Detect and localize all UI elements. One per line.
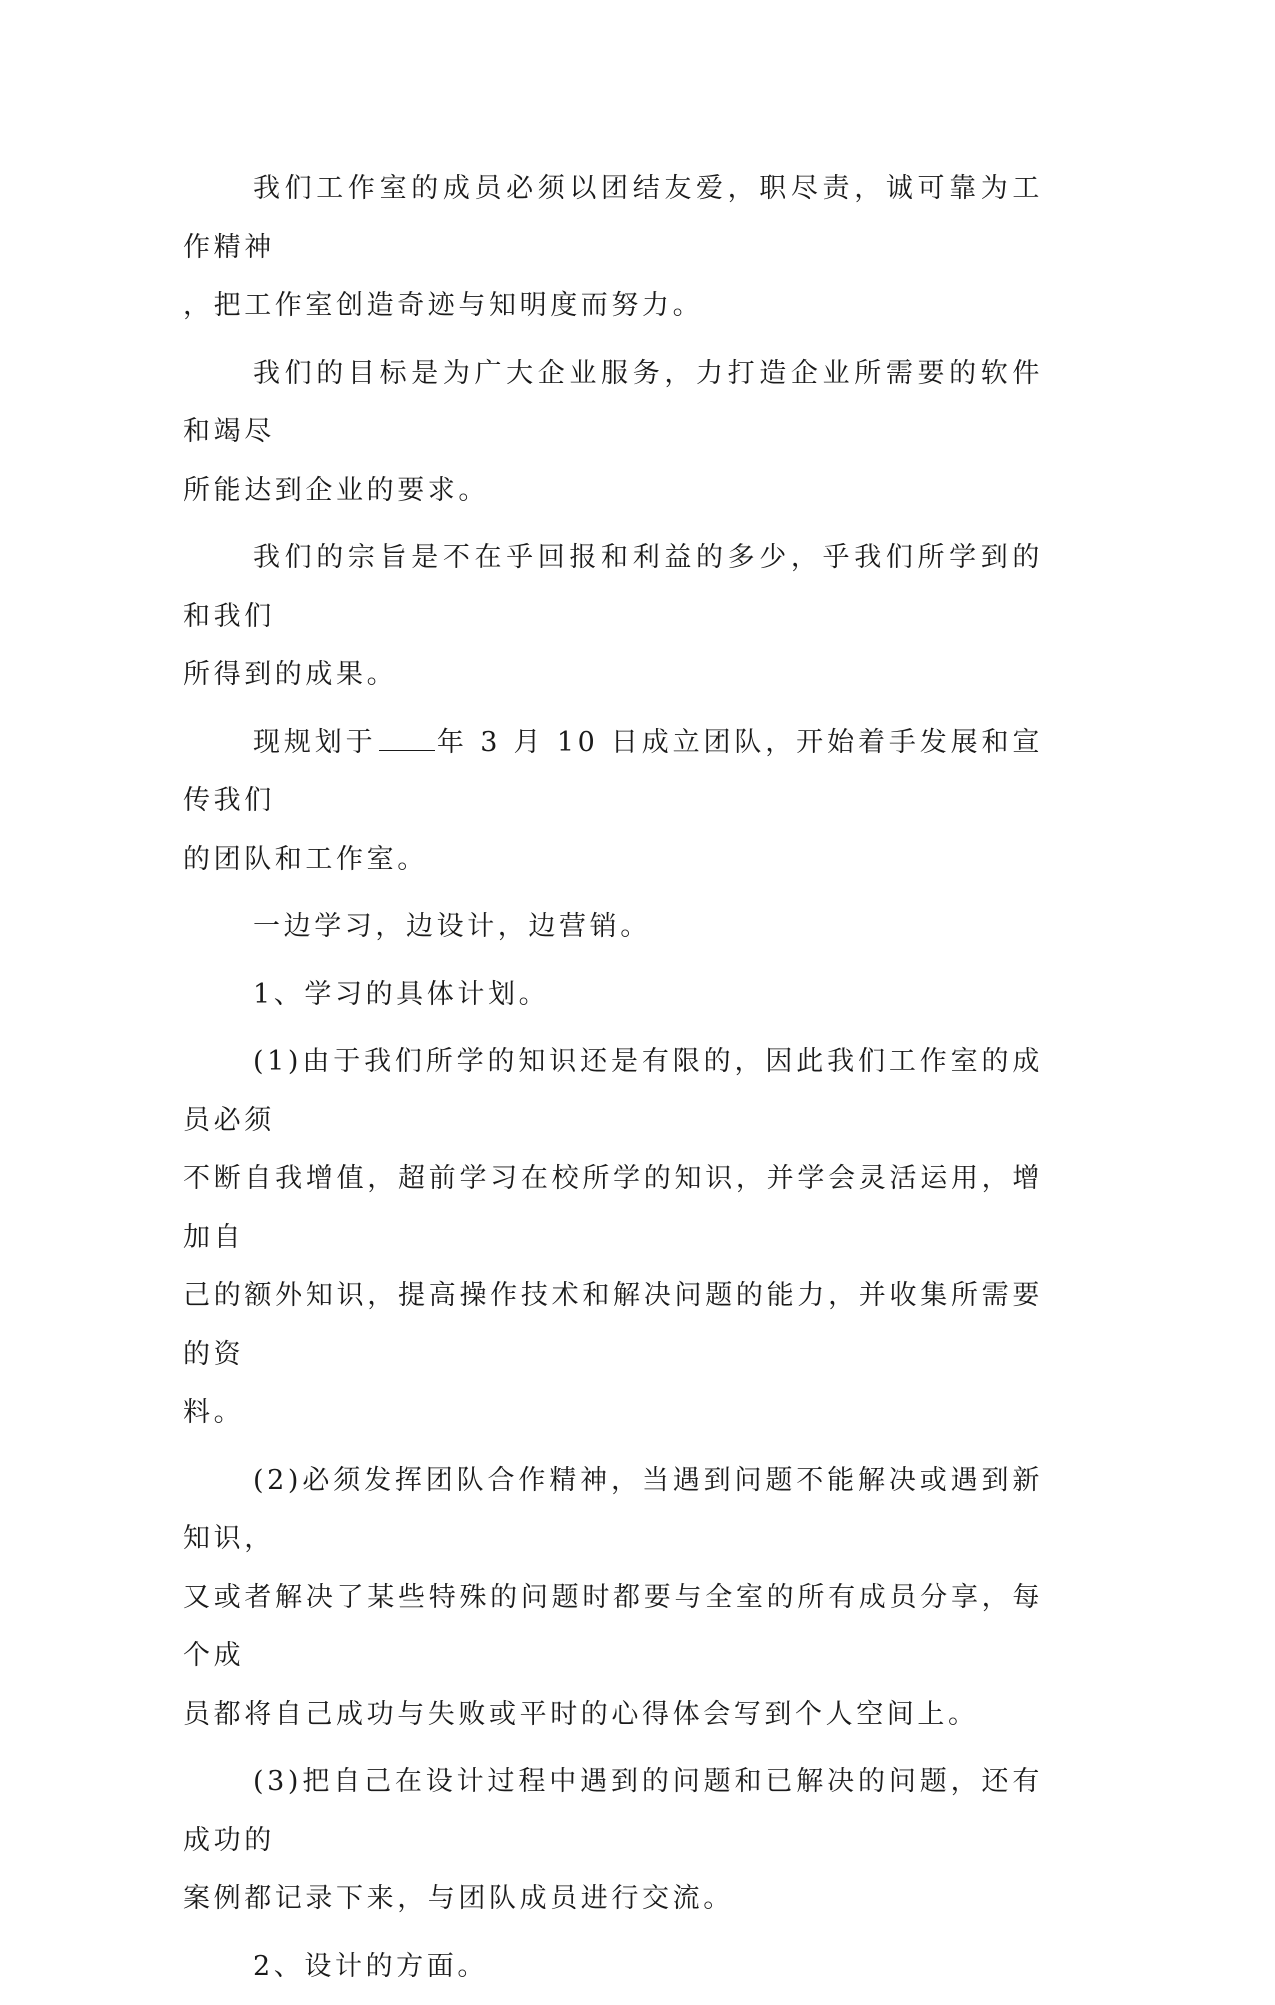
text-line: 所得到的成果。 <box>183 659 398 690</box>
text-line: (3)把自己在设计过程中遇到的问题和已解决的问题，还有成功的 <box>183 1766 1043 1856</box>
text-line <box>183 714 1043 831</box>
heading-study-plan <box>183 966 1043 1025</box>
text-line: 我们的目标是为广大企业服务，力打造企业所需要的软件和竭尽 <box>183 357 1043 447</box>
paragraph-item-2 <box>183 1452 1043 1745</box>
text-line: (1)由于我们所学的知识还是有限的，因此我们工作室的成员必须 <box>183 1046 1043 1136</box>
paragraph-approach <box>183 898 1043 957</box>
heading-design-aspects <box>183 1938 1043 1997</box>
text-segment: 现规划于 <box>253 726 377 758</box>
text-line: 己的额外知识，提高操作技术和解决问题的能力，并收集所需要的资 <box>183 1280 1043 1370</box>
text-line: 2、设计的方面。 <box>253 1950 488 1982</box>
text-line: ，把工作室创造奇迹与知明度而努力。 <box>183 290 704 321</box>
text-line: 又或者解决了某些特殊的问题时都要与全室的所有成员分享，每个成 <box>183 1581 1043 1671</box>
paragraph-item-3 <box>183 1753 1043 1929</box>
text-line: 1、学习的具体计划。 <box>253 978 550 1010</box>
year-blank-underline <box>379 728 435 751</box>
paragraph-goal <box>183 345 1043 521</box>
text-line: 案例都记录下来，与团队成员进行交流。 <box>183 1883 734 1914</box>
paragraph-purpose <box>183 529 1043 705</box>
text-line: 员都将自己成功与失败或平时的心得体会写到个人空间上。 <box>183 1698 979 1730</box>
paragraph-team-spirit <box>183 160 1043 336</box>
text-line: 我们工作室的成员必须以团结友爱，职尽责，诚可靠为工作精神 <box>183 173 1043 263</box>
text-line: 一边学习，边设计，边营销。 <box>253 911 651 942</box>
text-line: 的团队和工作室。 <box>183 843 428 875</box>
text-line: 我们的宗旨是不在乎回报和利益的多少，乎我们所学到的和我们 <box>183 542 1043 632</box>
paragraph-item-1 <box>183 1033 1043 1443</box>
text-segment: 年 3 月 10 日成立团队，开始着手发展和宣传我们 <box>183 726 1043 816</box>
text-line: 料。 <box>183 1397 245 1428</box>
text-line: 不断自我增值，超前学习在校所学的知识，并学会灵活运用，增加自 <box>183 1163 1043 1253</box>
paragraph-plan-date <box>183 714 1043 890</box>
text-line: 所能达到企业的要求。 <box>183 474 489 506</box>
document-body <box>183 160 1043 2005</box>
text-line: (2)必须发挥团队合作精神，当遇到问题不能解决或遇到新知识， <box>183 1464 1043 1554</box>
